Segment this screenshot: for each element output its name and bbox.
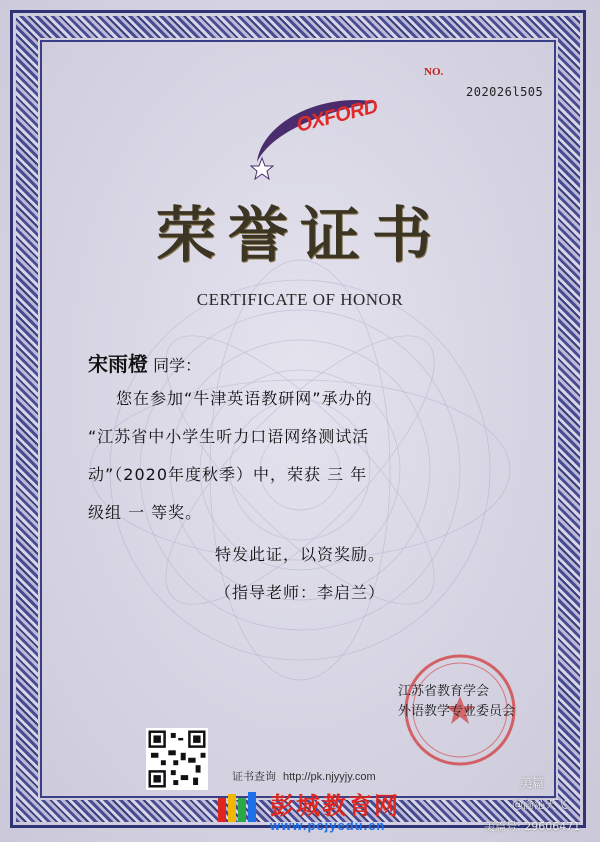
issuer-line-2: 外语教学专业委员会	[398, 704, 516, 719]
issuer-line-1: 江苏省教育学会	[398, 684, 490, 699]
pcjyedu-logo-icon	[216, 790, 262, 824]
meipian-id: 美篇号: 29606471	[484, 820, 581, 833]
certificate-subtitle: CERTIFICATE OF HONOR	[196, 290, 404, 309]
body-line-1: 您在参加“牛津英语教研网”承办的	[116, 389, 373, 408]
body-line-2: “江苏省中小学生听力口语网络测试活	[88, 427, 370, 446]
meipian-author: @渝沁天飞	[512, 798, 567, 811]
body-line-3: 动”（2020年度秋季）中，荣获 三 年	[88, 465, 368, 484]
certificate-number-label: NO.	[424, 66, 444, 78]
recipient	[88, 348, 201, 377]
recipient-suffix: 同学：	[153, 356, 202, 375]
watermark-brand: 彭城教育网	[270, 792, 400, 820]
body-line-4: 级组 一 等奖。	[88, 503, 203, 522]
closing-text: 特发此证，以资奖励。	[214, 545, 385, 564]
recipient-name: 宋雨橙	[88, 352, 148, 376]
qr-code	[146, 728, 208, 790]
verify-label: 证书查询	[232, 770, 276, 783]
advisor-text: （指导老师：李启兰）	[214, 583, 385, 602]
certificate-number: 202026l505	[466, 85, 544, 99]
oxford-logo-text: OXFORD	[294, 95, 380, 137]
verify-info	[232, 768, 376, 784]
watermark-url: www.pcjyedu.cn	[270, 818, 386, 833]
meipian-watermark: 美篇	[520, 776, 545, 790]
certificate-title: 荣誉证书	[156, 201, 444, 271]
verify-url: http://pk.njyyjy.com	[283, 771, 376, 783]
